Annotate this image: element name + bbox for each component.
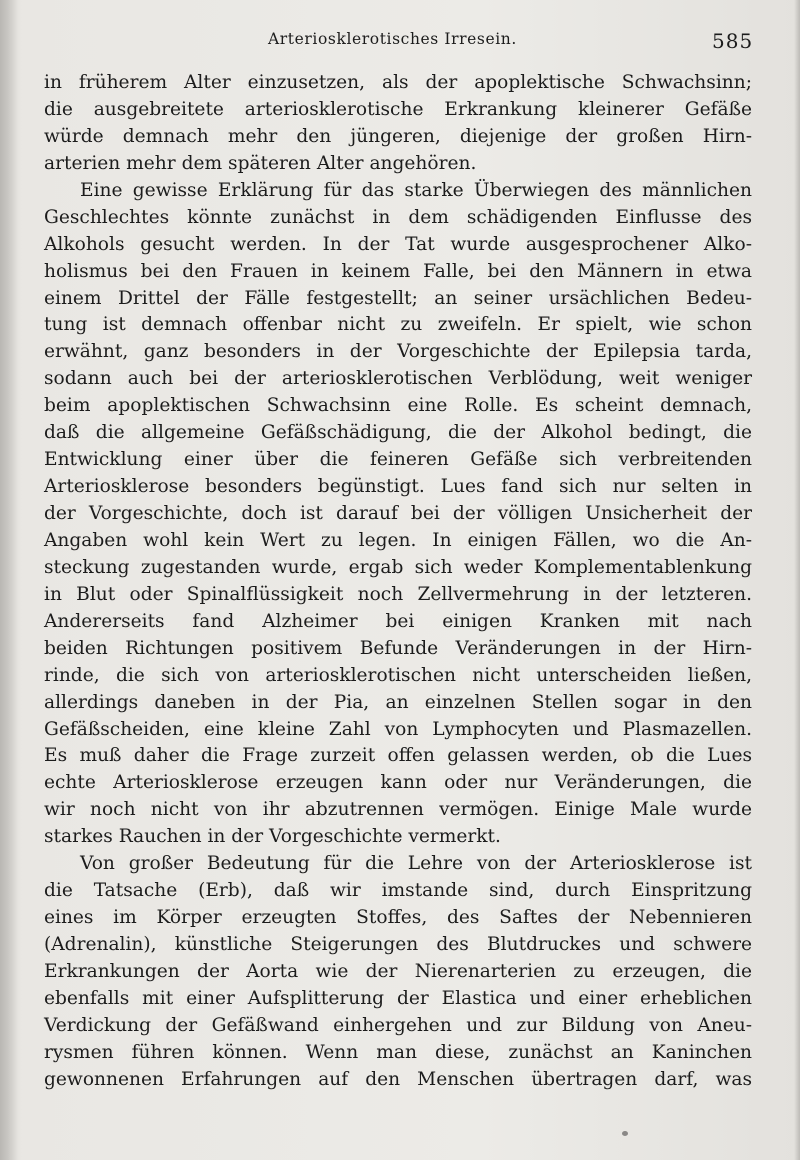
text-line: daß die allgemeine Gefäßschädigung, die der Alkohol bedingt, die [44,422,752,444]
text-line: Verdickung der Gefäßwand einhergehen und zur Bildung von Aneu- [44,1014,752,1036]
text-line: die Tatsache (Erb), daß wir imstande sind, durch Einspritzung [44,880,752,902]
page-number: 585 [712,29,754,53]
text-line: der Vorgeschichte, doch ist darauf bei der völligen Unsicherheit der [44,503,752,524]
text-line: allerdings daneben in der Pia, an einzelnen Stellen sogar in den [44,691,752,713]
text-line: Andererseits fand Alzheimer bei einigen Kranken mit nach [44,610,752,632]
text-line: wir noch nicht von ihr abzutrennen vermögen. Einige Male wurde [44,799,752,821]
text-line: echte Arteriosklerose erzeugen kann oder nur Veränderungen, die [44,772,752,794]
text-line: rinde, die sich von arteriosklerotischen nicht unterscheiden ließen, [44,664,752,686]
text-line: rysmen führen können. Wenn man diese, zunächst an Kaninchen [44,1041,752,1063]
text-line: ebenfalls mit einer Aufsplitterung der Elastica und einer erheblichen [44,987,752,1009]
text-line: erwähnt, ganz besonders in der Vorgeschichte der Epilepsia tarda, [44,341,752,363]
text-line: würde demnach mehr den jüngeren, diejenige der großen Hirn- [44,125,752,147]
page-edge [794,0,800,1160]
text-line: arterien mehr dem späteren Alter angehören. [44,152,477,174]
text-line: in früherem Alter einzusetzen, als der apoplektische Schwachsinn; [44,72,752,93]
text-line: Es muß daher die Frage zurzeit offen gelassen werden, ob die Lues [44,745,752,767]
text-line: sodann auch bei der arteriosklerotischen Verblödung, weit weniger [44,368,752,390]
text-line: tung ist demnach offenbar nicht zu zweifeln. Er spielt, wie schon [44,314,752,336]
text-line: holismus bei den Frauen in keinem Falle, bei den Männern in etwa [44,260,752,282]
text-line: gewonnenen Erfahrungen auf den Menschen übertragen darf, was [44,1068,752,1090]
text-line: starkes Rauchen in der Vorgeschichte vermerkt. [44,826,501,848]
text-line: steckung zugestanden wurde, ergab sich weder Komplementablenkung [44,556,752,578]
text-line: eines im Körper erzeugten Stoffes, des Saftes der Nebennieren [44,907,752,929]
text-line: einem Drittel der Fälle festgestellt; an seiner ursächlichen Bedeu- [44,287,752,309]
text-line: in Blut oder Spinalflüssigkeit noch Zellvermehrung in der letzteren. [44,583,752,605]
running-title: Arteriosklerotisches Irresein. [268,30,517,48]
text-line: beim apoplektischen Schwachsinn eine Rolle. Es scheint demnach, [44,395,752,417]
binding-shadow [0,0,18,1160]
text-line: die ausgebreitete arteriosklerotische Erkrankung kleinerer Gefäße [44,98,752,120]
body-text [44,70,752,1094]
text-line: Eine gewisse Erklärung für das starke Überwiegen des männlichen [80,179,752,201]
ink-speck [622,1131,628,1136]
text-line: Arteriosklerose besonders begünstigt. Lues fand sich nur selten in [44,476,752,498]
text-line: beiden Richtungen positivem Befunde Veränderungen in der Hirn- [44,637,752,659]
text-line: Angaben wohl kein Wert zu legen. In einigen Fällen, wo die An- [44,529,752,551]
text-line: Alkohols gesucht werden. In der Tat wurde ausgesprochener Alko- [44,233,752,255]
text-line: Geschlechtes könnte zunächst in dem schädigenden Einflusse des [44,206,752,228]
text-line: (Adrenalin), künstliche Steigerungen des Blutdruckes und schwere [44,934,752,955]
text-line: Entwicklung einer über die feineren Gefäße sich verbreitenden [44,449,752,471]
text-line: Von großer Bedeutung für die Lehre von der Arteriosklerose ist [80,853,752,875]
text-line: Gefäßscheiden, eine kleine Zahl von Lymphocyten und Plasmazellen. [44,718,752,740]
text-line: Erkrankungen der Aorta wie der Nierenarterien zu erzeugen, die [44,960,752,982]
